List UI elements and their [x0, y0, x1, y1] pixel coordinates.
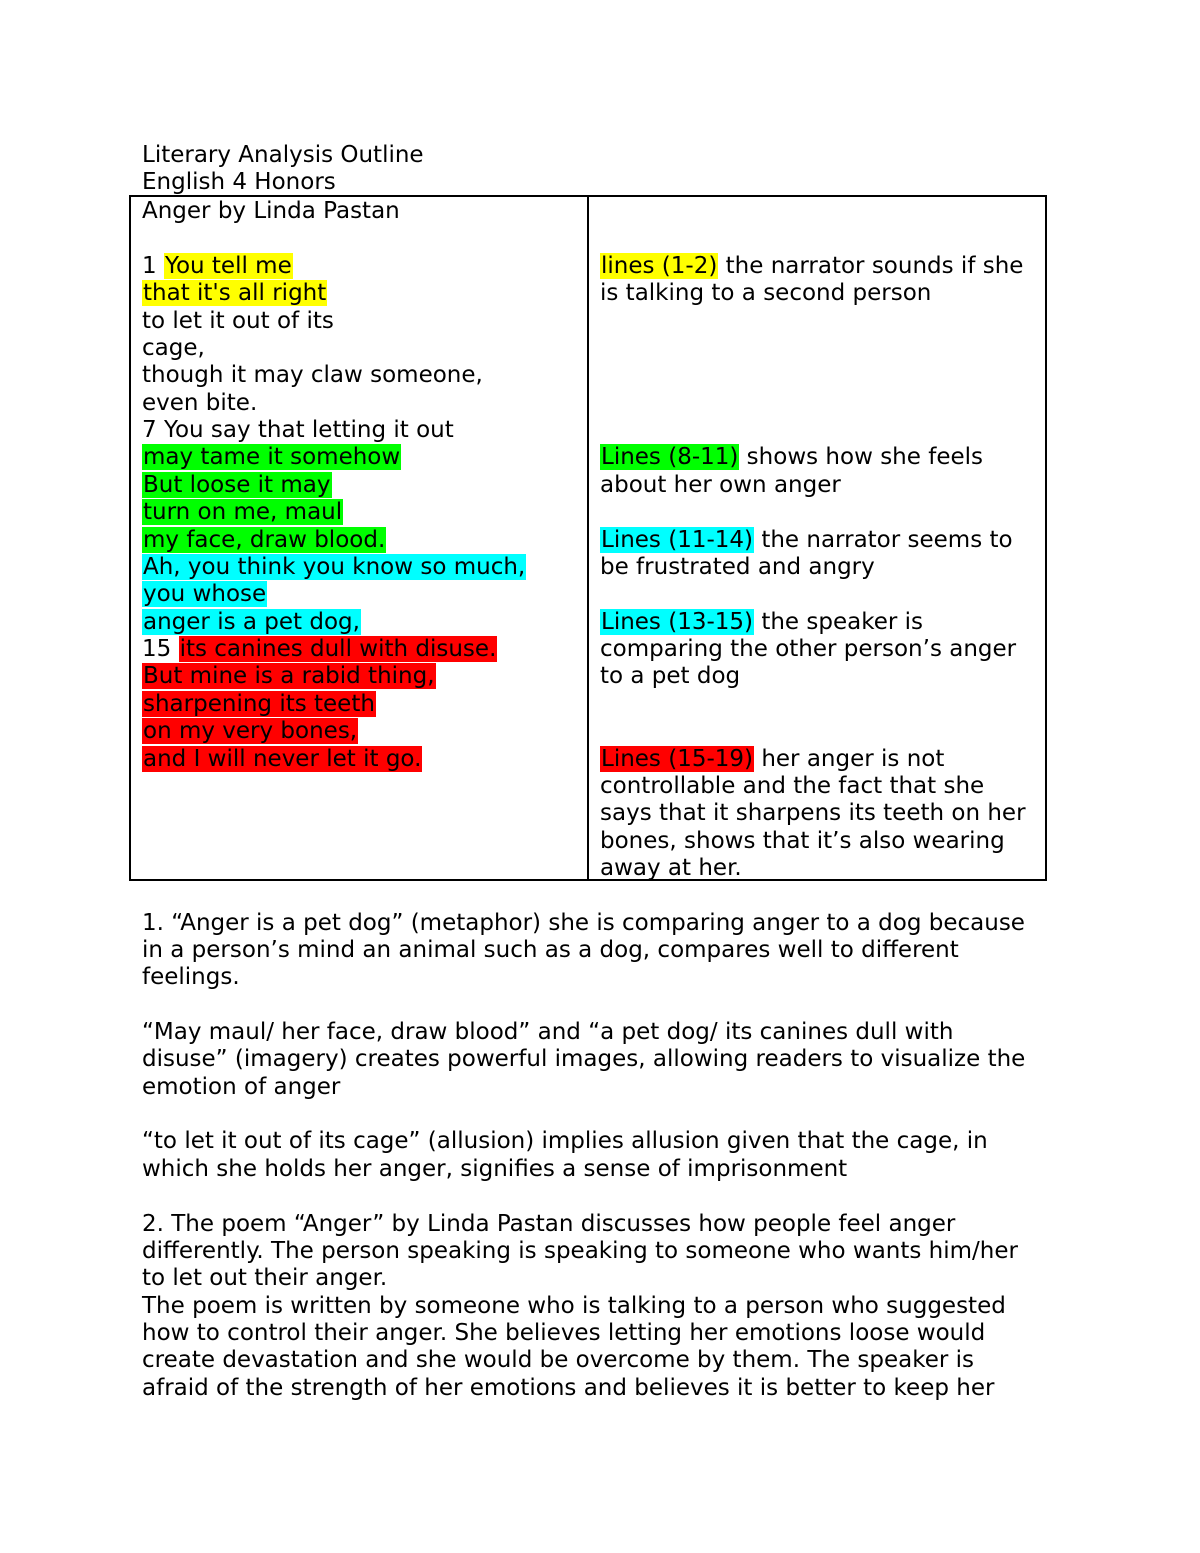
poem-heading: Anger by Linda Pastan [142, 198, 400, 224]
note-line: bones, shows that it’s also wearing [600, 828, 1005, 854]
note-text: shows how she feels [739, 444, 983, 470]
poem-line-text: you whose [143, 581, 267, 607]
poem-line [142, 609, 361, 636]
poem-line [142, 280, 327, 307]
poem-line-text: 7 You say that letting it out [142, 417, 454, 443]
poem-line-text: You tell me [164, 253, 292, 279]
note-tag: Lines (13-15) [601, 609, 754, 635]
note-tag: lines (1-2) [601, 253, 718, 279]
note-text: the speaker is [754, 609, 924, 635]
paragraph-line: 2. The poem “Anger” by Linda Pastan discusses how people feel anger [142, 1211, 956, 1237]
note-line: to a pet dog [600, 663, 741, 689]
poem-line-text: on my very bones, [143, 718, 358, 744]
document-title: Literary Analysis Outline [142, 142, 424, 168]
poem-line-text: though it may claw someone, [142, 362, 483, 388]
note-line: be frustrated and angry [600, 554, 875, 580]
paragraph-line: “May maul/ her face, draw blood” and “a pet dog/ its canines dull with [142, 1019, 954, 1045]
paragraph-line: The poem is written by someone who is talking to a person who suggested [142, 1293, 1006, 1319]
table-column-divider [587, 195, 589, 881]
poem-line [142, 390, 257, 417]
poem-line [142, 636, 497, 663]
poem-line-text: anger is a pet dog, [143, 609, 360, 635]
note-tag: Lines (15-19) [601, 746, 754, 772]
paragraph-line: “to let it out of its cage” (allusion) implies allusion given that the cage, in [142, 1128, 988, 1154]
note-text: the narrator sounds if she [718, 253, 1024, 279]
note-line [600, 253, 1023, 280]
poem-line [142, 718, 358, 745]
poem-line-text: to let it out of its [142, 308, 334, 334]
note-line: about her own anger [600, 472, 841, 498]
note-line [600, 746, 944, 773]
note-text: the narrator seems to [754, 527, 1013, 553]
note-line: is talking to a second person [600, 280, 932, 306]
note-line: controllable and the fact that she [600, 773, 985, 799]
poem-line [142, 527, 386, 554]
poem-line [142, 335, 205, 362]
poem-line [142, 417, 454, 444]
poem-line [142, 362, 483, 389]
paragraph-line: afraid of the strength of her emotions and believes it is better to keep her [142, 1375, 995, 1401]
poem-line [142, 691, 376, 718]
poem-line-text: may tame it somehow [143, 444, 401, 470]
poem-line [142, 253, 293, 280]
poem-line [142, 663, 436, 690]
note-text: her anger is not [754, 746, 945, 772]
poem-line [142, 308, 334, 335]
line-number: 1 [142, 253, 164, 279]
note-line [600, 609, 923, 636]
note-tag: Lines (11-14) [601, 527, 754, 553]
paragraph-line: to let out their anger. [142, 1265, 388, 1291]
poem-line-text: But mine is a rabid thing, [143, 663, 435, 689]
poem-line [142, 746, 422, 773]
paragraph-line: create devastation and she would be overcome by them. The speaker is [142, 1347, 975, 1373]
poem-line-text: and I will never let it go. [143, 746, 422, 772]
note-tag: Lines (8-11) [601, 444, 739, 470]
poem-line-text: my face, draw blood. [143, 527, 386, 553]
poem-line-text: that it's all right [143, 280, 327, 306]
paragraph-line: feelings. [142, 964, 240, 990]
poem-line-text: turn on me, maul [143, 499, 343, 525]
note-line: says that it sharpens its teeth on her [600, 800, 1026, 826]
poem-line-text: cage, [142, 335, 205, 361]
poem-line-text: even bite. [142, 390, 258, 416]
paragraph-line: in a person’s mind an animal such as a dog, compares well to different [142, 937, 959, 963]
poem-line [142, 472, 332, 499]
poem-line-text: Ah, you think you know so much, [143, 554, 526, 580]
note-line [600, 527, 1013, 554]
paragraph-line: emotion of anger [142, 1074, 341, 1100]
paragraph-line: how to control their anger. She believes letting her emotions loose would [142, 1320, 986, 1346]
paragraph-line: which she holds her anger, signifies a sense of imprisonment [142, 1156, 848, 1182]
note-line: comparing the other person’s anger [600, 636, 1017, 662]
poem-line [142, 581, 267, 608]
paragraph-line: differently. The person speaking is speaking to someone who wants him/her [142, 1238, 1018, 1264]
note-line [600, 444, 983, 471]
poem-line-text: But loose it may [143, 472, 331, 498]
poem-line-text: its canines dull with disuse. [179, 636, 497, 662]
course-name: English 4 Honors [142, 169, 336, 195]
paragraph-line: 1. “Anger is a pet dog” (metaphor) she is comparing anger to a dog because [142, 910, 1025, 936]
line-number: 15 [142, 636, 179, 662]
paragraph-line: disuse” (imagery) creates powerful images, allowing readers to visualize the [142, 1046, 1026, 1072]
note-line: away at her. [600, 855, 742, 881]
poem-line [142, 554, 526, 581]
poem-line [142, 444, 401, 471]
poem-line-text: sharpening its teeth [143, 691, 375, 717]
poem-line [142, 499, 343, 526]
